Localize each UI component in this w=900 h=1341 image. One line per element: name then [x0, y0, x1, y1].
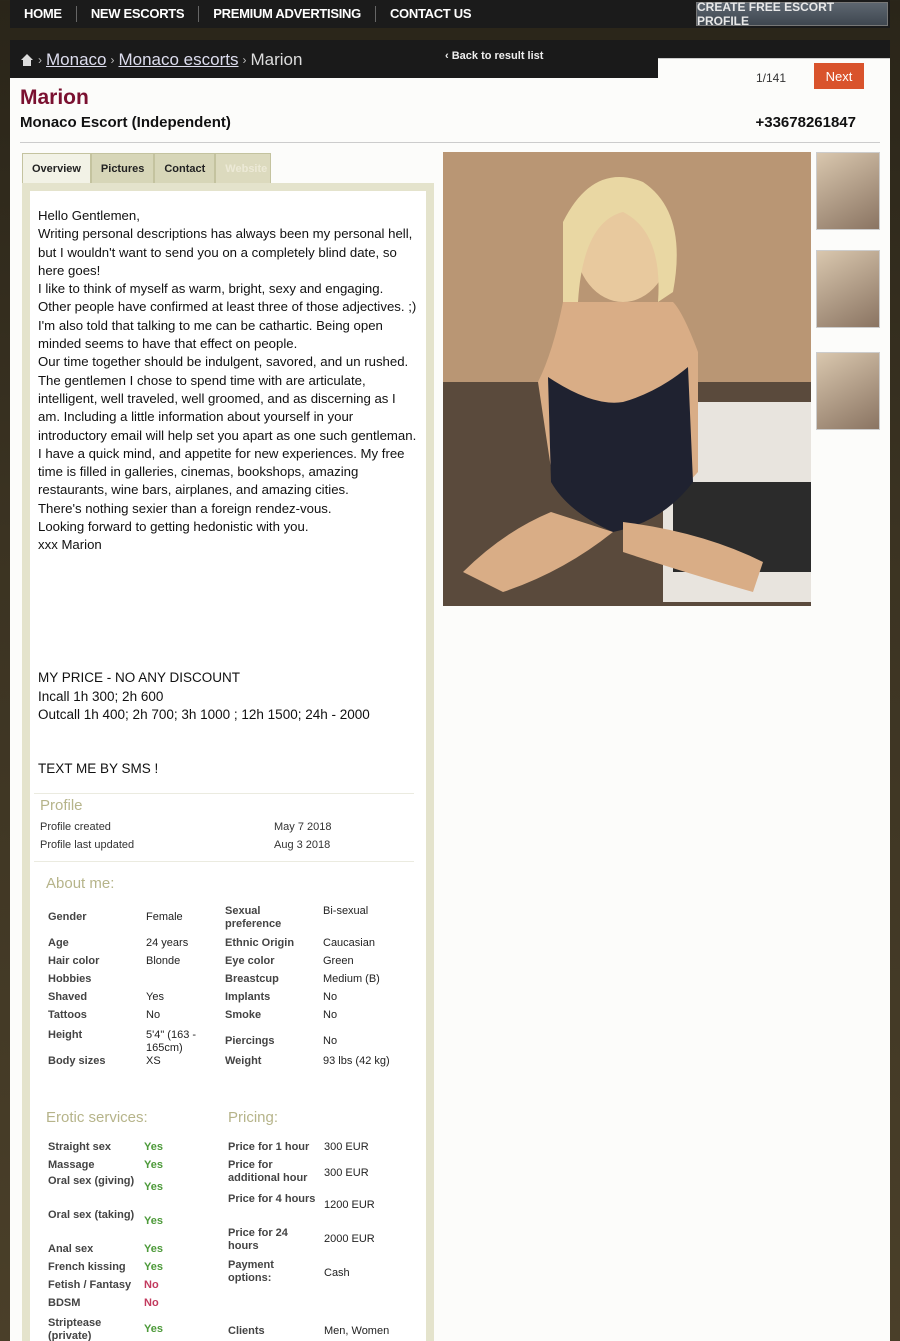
top-navigation — [10, 0, 890, 28]
profile-updated-value: Aug 3 2018 — [274, 839, 331, 851]
price-heading: MY PRICE - NO ANY DISCOUNT — [38, 670, 241, 685]
sms-note: TEXT ME BY SMS ! — [38, 761, 159, 776]
home-icon[interactable] — [20, 54, 34, 66]
service-label: French kissing — [48, 1261, 126, 1273]
profile-created-value: May 7 2018 — [274, 821, 332, 833]
about-value: No — [323, 1009, 338, 1021]
pricing-label: Price for 1 hour — [228, 1141, 310, 1153]
photo-illustration — [443, 152, 811, 606]
tab-contact[interactable]: Contact — [154, 153, 215, 183]
about-value: Bi-sexual — [323, 905, 369, 917]
profile-subtitle: Monaco Escort (Independent) — [20, 114, 231, 131]
pricing-label: Payment options: — [228, 1259, 274, 1284]
about-label: Hair color — [48, 955, 100, 967]
price-text — [38, 669, 370, 725]
main-photo[interactable] — [443, 152, 811, 606]
service-label: Striptease (private) — [48, 1317, 102, 1341]
service-label: Fetish / Fantasy — [48, 1279, 132, 1291]
pricing-label: Price for 4 hours — [228, 1193, 316, 1205]
phone-number[interactable]: +33678261847 — [755, 114, 856, 131]
about-value: Blonde — [146, 955, 181, 967]
tab-pictures[interactable]: Pictures — [91, 153, 154, 183]
about-label: Height — [48, 1029, 83, 1041]
nav-premium-advertising[interactable]: PREMIUM ADVERTISING — [199, 6, 376, 22]
nav-contact-us[interactable]: CONTACT US — [389, 6, 472, 21]
tab-overview[interactable]: Overview — [22, 153, 91, 183]
service-value: Yes — [144, 1323, 163, 1335]
pricing-value: 1200 EUR — [324, 1199, 375, 1211]
about-label: Gender — [48, 911, 87, 923]
about-value: 93 lbs (42 kg) — [323, 1055, 390, 1067]
back-to-results-link[interactable] — [445, 50, 543, 62]
create-profile-button[interactable]: CREATE FREE ESCORT PROFILE — [696, 2, 888, 26]
chevron-left-icon: ‹ — [445, 50, 452, 62]
about-label: Piercings — [225, 1035, 275, 1047]
service-value: No — [144, 1279, 159, 1291]
service-label: Anal sex — [48, 1243, 94, 1255]
incall-text: Incall 1h 300; 2h 600 — [38, 688, 164, 704]
service-value: Yes — [144, 1261, 163, 1273]
about-value: Caucasian — [323, 937, 375, 949]
about-value: No — [146, 1009, 161, 1021]
breadcrumb-separator-icon: › — [110, 53, 115, 67]
description-line: Writing personal descriptions has always been my personal hell, but I wouldn't want to send you on a completely blind date, so here goes! — [38, 226, 413, 278]
about-label: Ethnic Origin — [225, 937, 295, 949]
about-value: No — [323, 1035, 338, 1047]
about-value: Yes — [146, 991, 164, 1003]
profile-created-label: Profile created — [40, 821, 111, 833]
divider — [34, 861, 414, 862]
about-value: 24 years — [146, 937, 189, 949]
profile-updated-label: Profile last updated — [40, 839, 135, 851]
about-label: Hobbies — [48, 973, 92, 985]
profile-description — [38, 207, 418, 555]
nav-home[interactable]: HOME — [10, 6, 77, 22]
nav-new-escorts[interactable]: NEW ESCORTS — [77, 6, 199, 22]
description-line: I have a quick mind, and appetite for new experiences. My free time is filled in galleries, cinemas, bookshops, amazing restaurants, wine bars, airplanes, and amazing cities. — [38, 445, 405, 498]
pricing-value: 300 EUR — [324, 1141, 369, 1153]
about-value: No — [323, 991, 338, 1003]
divider — [34, 793, 414, 794]
profile-section-title: Profile — [40, 797, 83, 814]
overview-content — [30, 191, 426, 1341]
about-value: Female — [146, 911, 183, 923]
about-label: Shaved — [48, 991, 88, 1003]
service-value: Yes — [144, 1215, 163, 1227]
about-label: Age — [48, 937, 69, 949]
pricing-section-title: Pricing: — [228, 1109, 279, 1126]
description-line: The gentlemen I chose to spend time with are articulate, intelligent, well traveled, well groomed, and as discerning as I am. Including a little information about yourself in your introductory email will help set you apart as one such gentleman. — [38, 372, 417, 443]
thumbnail-2[interactable] — [816, 250, 880, 328]
outcall-text: Outcall 1h 400; 2h 700; 3h 1000 ; 12h 1500; 24h - 2000 — [38, 707, 370, 722]
pricing-label: Price for additional hour — [228, 1159, 308, 1184]
about-label: Eye color — [225, 955, 275, 967]
about-label: Sexual preference — [225, 905, 282, 930]
thumbnail-1[interactable] — [816, 152, 880, 230]
overview-panel — [22, 183, 434, 1341]
breadcrumb-monaco-escorts[interactable]: Monaco escorts — [118, 50, 239, 69]
pricing-label: Clients — [228, 1325, 265, 1337]
about-value: Medium (B) — [323, 973, 380, 985]
back-link-label: Back to result list — [451, 50, 544, 62]
service-label: Straight sex — [48, 1141, 111, 1153]
description-line: xxx Marion — [38, 537, 102, 553]
about-label: Breastcup — [225, 973, 279, 985]
services-section-title: Erotic services: — [46, 1109, 148, 1126]
breadcrumb-current: Marion — [250, 50, 303, 69]
pricing-label: Price for 24 hours — [228, 1227, 288, 1252]
tab-website: Website — [215, 153, 271, 183]
description-line: Our time together should be indulgent, savored, and un rushed. — [38, 354, 409, 370]
profile-name: Marion — [20, 86, 89, 109]
about-section-title: About me: — [46, 875, 115, 892]
about-value: Green — [323, 955, 354, 967]
description-line: I like to think of myself as warm, bright, sexy and engaging. Other people have confirmed at least three of those adjectives. ;) I'm also told that talking to me can be cathartic. Being open minded seems to have that effect on people. — [38, 281, 417, 352]
service-value: No — [144, 1297, 159, 1309]
description-line: Looking forward to getting hedonistic with you. — [38, 519, 309, 535]
about-value: 5'4" (163 - 165cm) — [146, 1029, 197, 1054]
about-label: Weight — [225, 1055, 262, 1067]
result-count: 1/141 — [756, 71, 787, 85]
pricing-value: Men, Women — [324, 1325, 390, 1337]
service-value: Yes — [144, 1159, 163, 1171]
pricing-value: 2000 EUR — [324, 1233, 375, 1245]
about-label: Body sizes — [48, 1055, 106, 1067]
profile-tabs — [22, 153, 271, 183]
service-label: Massage — [48, 1159, 95, 1171]
about-label: Implants — [225, 991, 271, 1003]
breadcrumb-separator-icon: › — [242, 53, 247, 67]
service-label: Oral sex (giving) — [48, 1175, 135, 1187]
description-line: There's nothing sexier than a foreign rendez-vous. — [38, 500, 332, 516]
pricing-value: Cash — [324, 1267, 350, 1279]
thumbnail-3[interactable] — [816, 352, 880, 430]
next-button[interactable]: Next — [814, 63, 864, 89]
service-value: Yes — [144, 1243, 163, 1255]
about-label: Smoke — [225, 1009, 262, 1021]
profile-card — [10, 40, 890, 1341]
about-label: Tattoos — [48, 1009, 87, 1021]
breadcrumb-separator-icon: › — [38, 53, 42, 67]
service-label: BDSM — [48, 1297, 81, 1309]
about-value: XS — [146, 1055, 161, 1067]
breadcrumb-monaco[interactable]: Monaco — [46, 50, 107, 69]
service-value: Yes — [144, 1141, 163, 1153]
service-value: Yes — [144, 1181, 163, 1193]
breadcrumb — [20, 50, 302, 70]
divider — [20, 142, 880, 143]
pricing-value: 300 EUR — [324, 1167, 369, 1179]
pager — [658, 58, 890, 102]
service-label: Oral sex (taking) — [48, 1209, 135, 1221]
description-line: Hello Gentlemen, — [38, 208, 140, 223]
